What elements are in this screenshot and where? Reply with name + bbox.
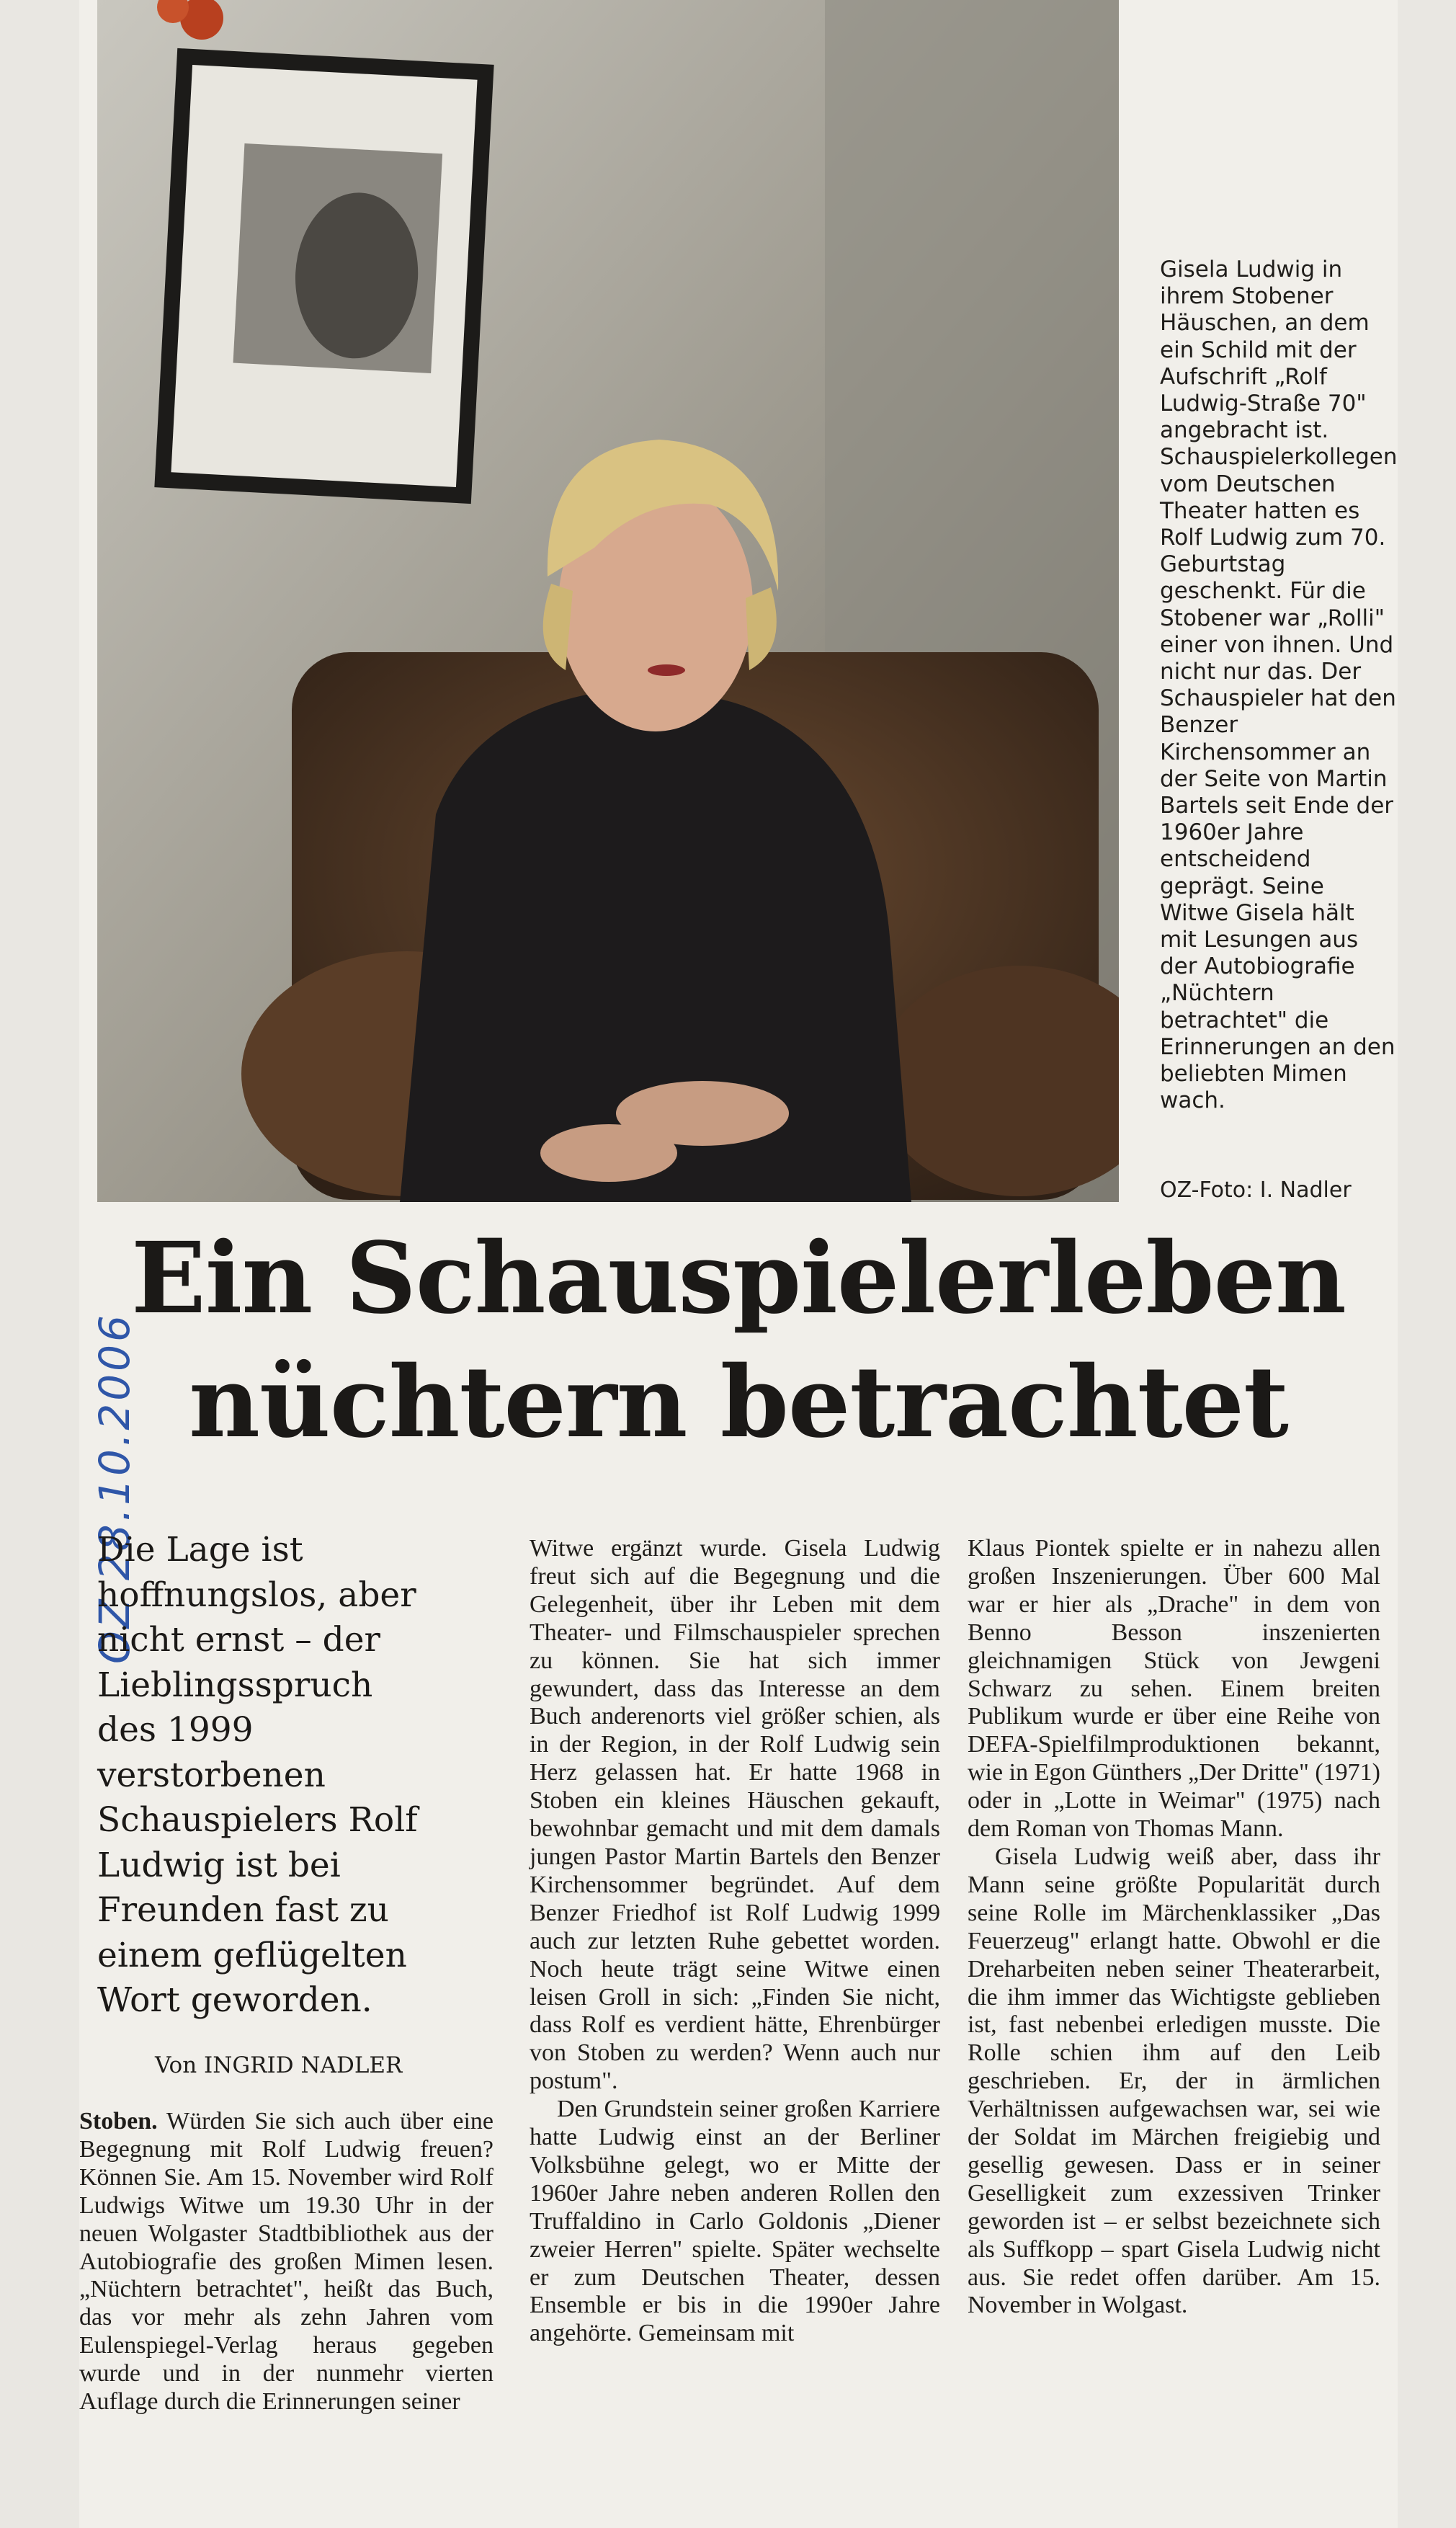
article-paragraph: Gisela Ludwig weiß aber, dass ihr Mann seine größte Popularität durch seine Rolle im Märchenklassiker „Das Feuerzeug" erlangt hatte. Obwohl er die Dreharbeiten neben seiner Theaterarbeit, die ihm immer das Wichtigste geblieben ist, fast nebenbei erledigen musste. Die Rolle schien ihm auf den Leib geschrieben. Er, der in ärmlichen Verhältnissen aufgewachsen war, sei wie der Soldat im Märchen freigiebig und gesellig gewesen. Dass er in seiner Geselligkeit zum exzessiven Trinker geworden ist – er selbst bezeichnete sich als Suffkopp – spart Gisela Ludwig nicht aus. Sie redet offen darüber. Am 15. November in Wolgast.	[968, 1843, 1380, 2319]
article-column-2	[530, 1535, 940, 2348]
dateline: Stoben.	[79, 2108, 158, 2135]
framed-picture	[154, 48, 493, 504]
headline-line-1: Ein Schauspielerleben	[131, 1221, 1346, 1336]
photo-gisela-ludwig-in-armchair	[97, 0, 1119, 1202]
lead-paragraph: Die Lage ist hoffnungslos, aber nicht ernst – der Lieblingsspruch des 1999 verstorbenen Schauspielers Rolf Ludwig ist bei Freunden fast zu einem geflügelten Wort geworden.	[97, 1530, 418, 2020]
photo-caption: Gisela Ludwig in ihrem Stobener Häuschen, an dem ein Schild mit der Aufschrift „Rolf Ludwig-Straße 70" angebracht ist. Schauspielerkollegen vom Deutschen Theater hatten es Rolf Ludwig zum 70. Geburtstag geschenkt. Für die Stobener war „Rolli" einer von ihnen. Und nicht nur das. Der Schauspieler hat den Benzer Kirchensommer an der Seite von Martin Bartels seit Ende der 1960er Jahre entscheidend geprägt. Seine Witwe Gisela hält mit Lesungen aus der Autobiografie „Nüchtern betrachtet" die Erinnerungen an den beliebten Mimen wach.	[1160, 257, 1398, 1114]
article-column-1	[79, 2108, 493, 2416]
photo-image	[97, 0, 1119, 1202]
photo-credit: OZ-Foto: I. Nadler	[1160, 1178, 1352, 1203]
article-text-col1: Würden Sie sich auch über eine Begegnung mit Rolf Ludwig freuen? Können Sie. Am 15. November wird Rolf Ludwigs Witwe um 19.30 Uhr in der neuen Wolgaster Stadtbibliothek aus der Autobiografie des großen Mimen lesen. „Nüchtern betrachtet", heißt das Buch, das vor mehr als zehn Jahren vom Eulenspiegel-Verlag heraus gegeben wurde und in der nunmehr vierten Auflage durch die Erinnerungen seiner	[79, 2108, 493, 2416]
article-paragraph: Klaus Piontek spielte er in nahezu allen großen Inszenierungen. Über 600 Mal war er hier als „Drache" in dem von Benno Besson inszenierten gleichnamigen Stück von Jewgeni Schwarz zu sehen. Einem breiten Publikum wurde er über eine Reihe von DEFA-Spielfilmproduktionen bekannt, wie in Egon Günthers „Der Dritte" (1971) oder in „Lotte in Weimar" (1975) nach dem Roman von Thomas Mann.	[968, 1535, 1380, 1843]
headline	[126, 1216, 1351, 1464]
article-paragraph: Den Grundstein seiner großen Karriere hatte Ludwig einst an der Berliner Volksbühne gelegt, wo er Mitte der 1960er Jahre neben anderen Rollen den Truffaldino in Carlo Goldonis „Diener zweier Herren" spielte. Später wechselte er zum Deutschen Theater, dessen Ensemble er bis in die 1990er Jahre angehörte. Gemeinsam mit	[530, 2096, 940, 2347]
byline: Von INGRID NADLER	[155, 2052, 403, 2078]
handwritten-date-stamp: OZ 28.10.2006	[90, 1312, 139, 1664]
article-column-3	[968, 1535, 1380, 2320]
headline-line-2: nüchtern betrachtet	[189, 1345, 1288, 1460]
article-paragraph: Witwe ergänzt wurde. Gisela Ludwig freut sich auf die Begegnung und die Gelegenheit, über ihr Leben mit dem Theater- und Filmschauspieler sprechen zu können. Sie hat sich immer gewundert, dass das Interesse an dem Buch anderenorts viel größer schien, als in der Region, in der Rolf Ludwig sein Herz gelassen hat. Er hatte 1968 in Stoben ein kleines Häuschen gekauft, bewohnbar gemacht und mit dem damals jungen Pastor Martin Bartels den Benzer Kirchensommer begründet. Auf dem Benzer Friedhof ist Rolf Ludwig 1999 auch zur letzten Ruhe gebettet worden. Noch heute trägt seine Witwe einen leisen Groll in sich: „Finden Sie nicht, dass Rolf es verdient hätte, Ehrenbürger von Stoben zu werden? Wenn auch nur postum".	[530, 1535, 940, 2095]
